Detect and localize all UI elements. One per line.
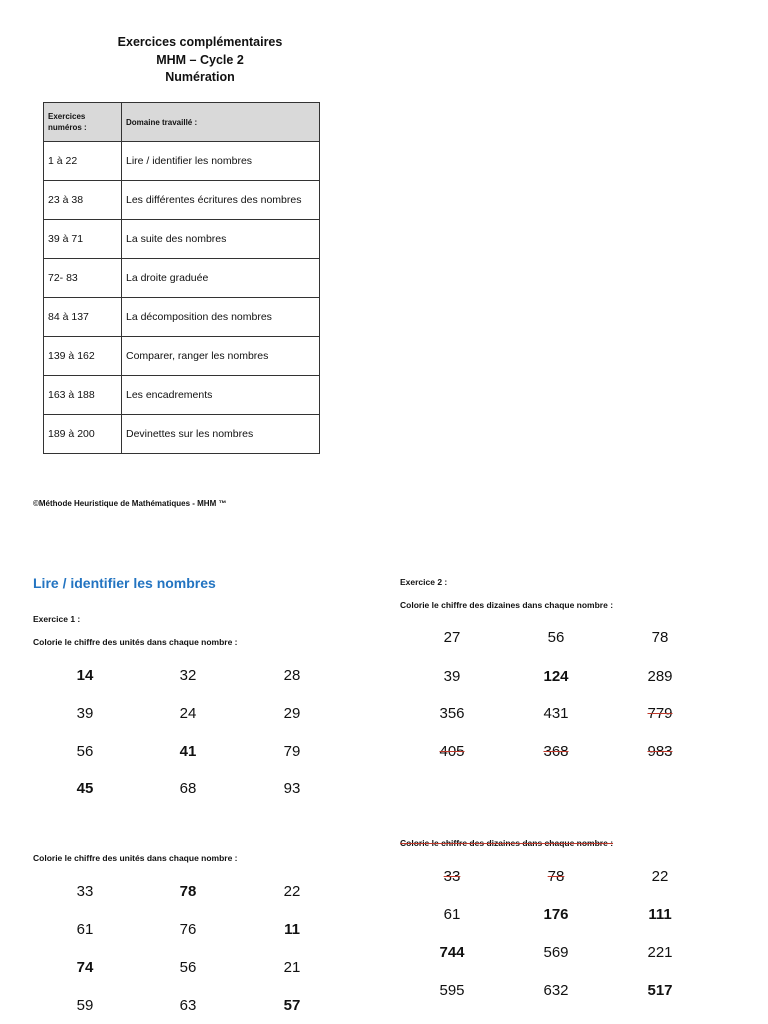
table-row <box>44 415 320 454</box>
cell-range: 163 à 188 <box>44 376 122 415</box>
number-item: 22 <box>283 883 301 900</box>
number-item: 569 <box>543 944 569 961</box>
number-item: 632 <box>543 982 569 999</box>
cell-domain: La décomposition des nombres <box>122 298 320 337</box>
number-item: 368 <box>543 743 569 760</box>
number-item: 176 <box>543 906 569 923</box>
number-item: 79 <box>283 743 301 760</box>
number-item: 57 <box>283 997 301 1014</box>
number-item: 356 <box>439 705 465 722</box>
number-item: 39 <box>443 668 461 685</box>
cell-range: 23 à 38 <box>44 181 122 220</box>
number-item: 24 <box>179 705 197 722</box>
number-item: 78 <box>179 883 197 900</box>
number-item: 289 <box>647 668 673 685</box>
number-item: 93 <box>283 780 301 797</box>
header-subtitle: MHM – Cycle 2 <box>156 52 244 67</box>
table-row <box>44 220 320 259</box>
cell-domain: Lire / identifier les nombres <box>122 142 320 181</box>
number-item: 431 <box>543 705 569 722</box>
number-item: 33 <box>443 868 461 885</box>
cell-range: 39 à 71 <box>44 220 122 259</box>
col-header-domain: Domaine travaillé : <box>122 103 320 142</box>
number-item: 33 <box>76 883 94 900</box>
number-item: 779 <box>647 705 673 722</box>
exercise1-instruction: Colorie le chiffre des unités dans chaque nombre : <box>33 637 238 647</box>
cell-domain: Devinettes sur les nombres <box>122 415 320 454</box>
cell-domain: Comparer, ranger les nombres <box>122 337 320 376</box>
number-item: 27 <box>443 629 461 646</box>
table-row <box>44 376 320 415</box>
exercise2-title: Exercice 2 : <box>400 577 448 587</box>
cell-domain: La droite graduée <box>122 259 320 298</box>
document-header <box>100 34 300 87</box>
number-item: 56 <box>179 959 197 976</box>
section-title: Lire / identifier les nombres <box>33 575 216 591</box>
number-item: 517 <box>647 982 673 999</box>
table-row <box>44 181 320 220</box>
number-item: 74 <box>76 959 94 976</box>
header-title: Exercices complémentaires <box>117 35 283 49</box>
cell-range: 1 à 22 <box>44 142 122 181</box>
number-item: 45 <box>76 780 94 797</box>
number-item: 41 <box>179 743 197 760</box>
header-topic: Numération <box>165 70 235 84</box>
number-item: 68 <box>179 780 197 797</box>
number-item: 28 <box>283 667 301 684</box>
number-item: 983 <box>647 743 673 760</box>
number-item: 405 <box>439 743 465 760</box>
cell-domain: Les encadrements <box>122 376 320 415</box>
number-item: 78 <box>651 629 669 646</box>
number-item: 39 <box>76 705 94 722</box>
number-item: 61 <box>76 921 94 938</box>
exercise2-instruction-2: Colorie le chiffre des dizaines dans chaque nombre : <box>400 838 614 848</box>
number-item: 32 <box>179 667 197 684</box>
cell-range: 189 à 200 <box>44 415 122 454</box>
number-item: 21 <box>283 959 301 976</box>
table-row <box>44 142 320 181</box>
exercise1-title: Exercice 1 : <box>33 614 81 624</box>
cell-domain: La suite des nombres <box>122 220 320 259</box>
copyright-notice: ©Méthode Heuristique de Mathématiques - MHM ™ <box>33 499 227 508</box>
number-item: 14 <box>76 667 94 684</box>
number-item: 11 <box>284 921 300 938</box>
number-item: 29 <box>283 705 301 722</box>
number-item: 221 <box>647 944 673 961</box>
number-item: 22 <box>651 868 669 885</box>
cell-range: 139 à 162 <box>44 337 122 376</box>
number-item: 124 <box>543 668 569 685</box>
number-item: 744 <box>439 944 465 961</box>
col-header-exercises: Exercices numéros : <box>44 103 122 142</box>
table-row <box>44 259 320 298</box>
number-item: 595 <box>439 982 465 999</box>
number-item: 56 <box>76 743 94 760</box>
number-item: 61 <box>443 906 461 923</box>
exercise2-instruction: Colorie le chiffre des dizaines dans chaque nombre : <box>400 600 614 610</box>
number-item: 59 <box>76 997 94 1014</box>
number-item: 63 <box>179 997 197 1014</box>
number-item: 78 <box>547 868 565 885</box>
exercise1-instruction-2: Colorie le chiffre des unités dans chaque nombre : <box>33 853 238 863</box>
number-item: 111 <box>648 906 672 923</box>
cell-range: 72- 83 <box>44 259 122 298</box>
table-row <box>44 298 320 337</box>
number-item: 56 <box>547 629 565 646</box>
cell-domain: Les différentes écritures des nombres <box>122 181 320 220</box>
domain-table <box>43 102 320 454</box>
table-row <box>44 337 320 376</box>
number-item: 76 <box>179 921 197 938</box>
cell-range: 84 à 137 <box>44 298 122 337</box>
table-header-row <box>44 103 320 142</box>
